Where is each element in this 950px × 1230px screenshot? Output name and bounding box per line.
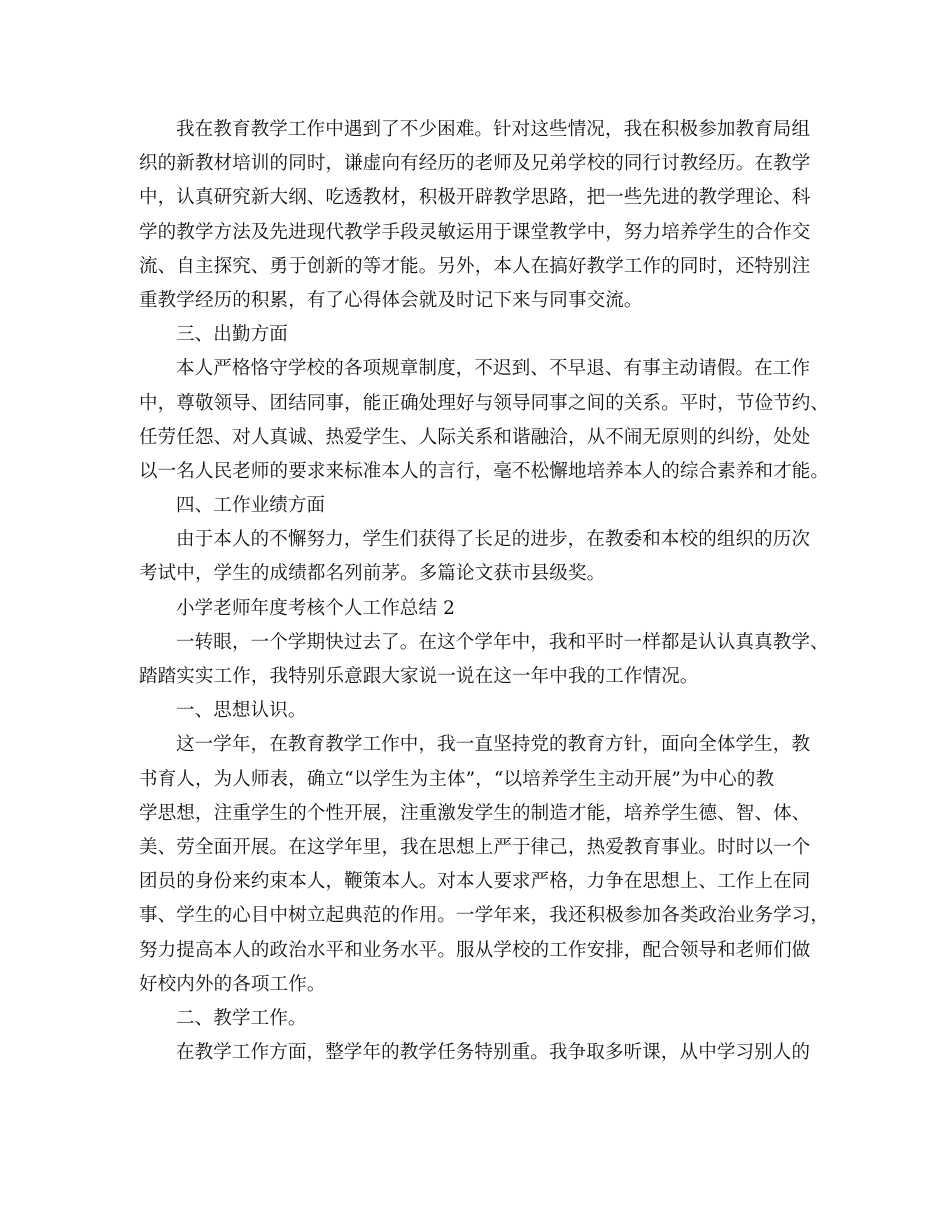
text-line: 一转眼，一个学期快过去了。在这个学年中，我和平时一样都是认认真真教学、 <box>176 631 829 653</box>
text-line: 小学老师年度考核个人工作总结 2 <box>176 597 456 619</box>
text-line: 织的新教材培训的同时，谦虚向有经历的老师及兄弟学校的同行讨教经历。在教学 <box>139 153 811 175</box>
text-line: 四、工作业绩方面 <box>176 495 326 517</box>
text-line: 努力提高本人的政治水平和业务水平。服从学校的工作安排，配合领导和老师们做 <box>139 939 811 961</box>
text-line: 本人严格恪守学校的各项规章制度，不迟到、不早退、有事主动请假。在工作 <box>176 358 811 380</box>
text-line: 三、出勤方面 <box>176 324 288 346</box>
text-line: 中，尊敬领导、团结同事，能正确处理好与领导同事之间的关系。平时，节俭节约、 <box>139 392 830 414</box>
text-line: 二、教学工作。 <box>176 1007 307 1029</box>
text-line: 这一学年，在教育教学工作中，我一直坚持党的教育方针，面向全体学生，教 <box>176 734 811 756</box>
text-line: 事、学生的心目中树立起典范的作用。一学年来，我还积极参加各类政治业务学习， <box>139 905 830 927</box>
text-line: 一、思想认识。 <box>176 700 307 722</box>
text-line: 中，认真研究新大纲、吃透教材，积极开辟教学思路，把一些先进的教学理论、科 <box>139 187 811 209</box>
text-line: 任劳任怨、对人真诚、热爱学生、人际关系和谐融洽，从不闹无原则的纠纷，处处 <box>139 426 811 448</box>
text-line: 考试中，学生的成绩都名列前茅。多篇论文获市县级奖。 <box>139 563 606 585</box>
text-line: 流、自主探究、勇于创新的等才能。另外，本人在搞好教学工作的同时，还特别注 <box>139 255 811 277</box>
text-line: 美、劳全面开展。在这学年里，我在思想上严于律己，热爱教育事业。时时以一个 <box>139 836 811 858</box>
text-line: 以一名人民老师的要求来标准本人的言行，毫不松懈地培养本人的综合素养和才能。 <box>139 460 830 482</box>
text-line: 学思想，注重学生的个性开展，注重激发学生的制造才能，培养学生德、智、体、 <box>139 802 811 824</box>
text-line: 由于本人的不懈努力，学生们获得了长足的进步，在教委和本校的组织的历次 <box>176 529 811 551</box>
text-line: 书育人，为人师表，确立“以学生为主体”，“以培养学生主动开展”为中心的教 <box>139 768 775 790</box>
text-line: 在教学工作方面，整学年的教学任务特别重。我争取多听课，从中学习别人的 <box>176 1042 811 1064</box>
text-line: 踏踏实实工作，我特别乐意跟大家说一说在这一年中我的工作情况。 <box>139 666 699 687</box>
document-body <box>139 113 830 1070</box>
text-line: 团员的身份来约束本人，鞭策本人。对本人要求严格，力争在思想上、工作上在同 <box>139 871 811 893</box>
text-line: 重教学经历的积累，有了心得体会就及时记下来与同事交流。 <box>139 289 643 311</box>
text-line: 好校内外的各项工作。 <box>139 973 326 995</box>
text-line: 我在教育教学工作中遇到了不少困难。针对这些情况，我在积极参加教育局组 <box>176 119 811 140</box>
text-line: 学的教学方法及先进现代教学手段灵敏运用于课堂教学中，努力培养学生的合作交 <box>139 221 811 243</box>
